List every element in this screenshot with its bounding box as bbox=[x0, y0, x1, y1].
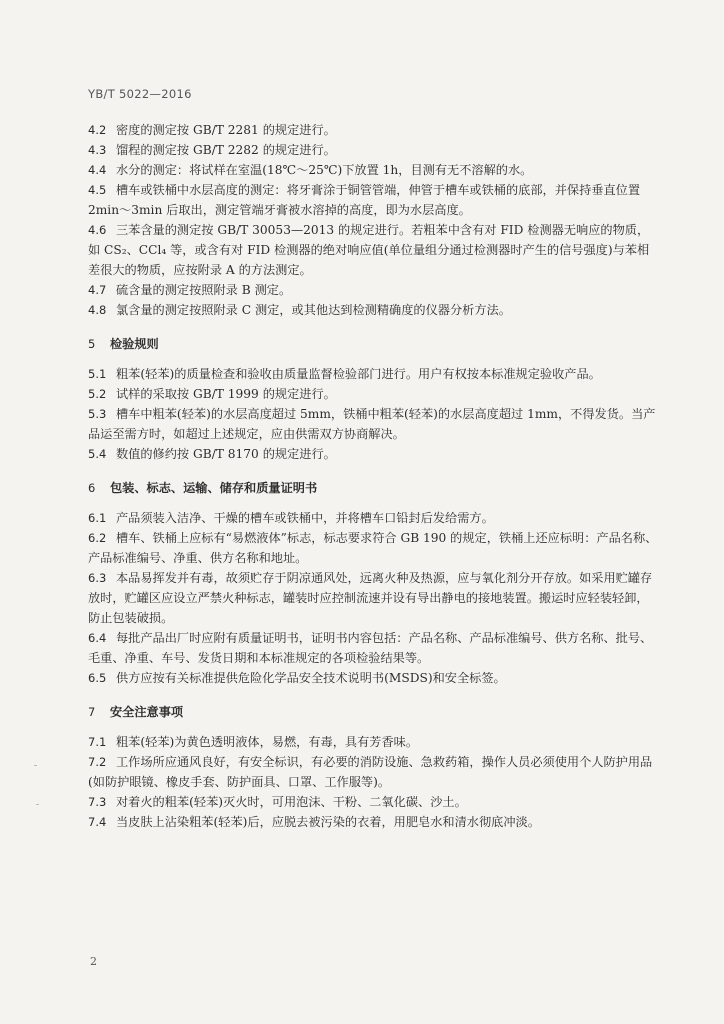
clause-number: 4.8 bbox=[88, 303, 107, 317]
clause-number: 4.6 bbox=[88, 223, 107, 237]
clause-number: 5.3 bbox=[88, 407, 107, 421]
clause-text: 产品须装入洁净、干燥的槽车或铁桶中，并将槽车口铅封后发给需方。 bbox=[116, 511, 494, 525]
clause-number: 7.3 bbox=[88, 795, 107, 809]
clause-text: 密度的测定按 GB/T 2281 的规定进行。 bbox=[116, 123, 336, 137]
scan-speck bbox=[34, 765, 37, 766]
section-number: 7 bbox=[88, 705, 96, 719]
section-6 bbox=[88, 478, 658, 688]
clause-number: 4.7 bbox=[88, 283, 107, 297]
section-title: 安全注意事项 bbox=[110, 705, 184, 719]
clause-number: 7.2 bbox=[88, 755, 107, 769]
clause-text: 数值的修约按 GB/T 8170 的规定进行。 bbox=[116, 447, 336, 461]
clause-number: 4.2 bbox=[88, 123, 107, 137]
section-heading bbox=[88, 702, 658, 722]
clause-text: 槽车、铁桶上应标有“易燃液体”标志，标志要求符合 GB 190 的规定，铁桶上还应标明：产品名称、产品标准编号、净重、供方名称和地址。 bbox=[88, 531, 658, 565]
clause bbox=[88, 120, 658, 140]
clause-number: 4.5 bbox=[88, 183, 107, 197]
clause-text: 粗苯(轻苯)的质量检查和验收由质量监督检验部门进行。用户有权按本标准规定验收产品。 bbox=[116, 367, 601, 381]
clause bbox=[88, 668, 658, 688]
clause bbox=[88, 220, 658, 280]
clause bbox=[88, 508, 658, 528]
section-heading bbox=[88, 478, 658, 498]
standard-code-header: YB/T 5022—2016 bbox=[88, 87, 192, 101]
clause-text: 三苯含量的测定按 GB/T 30053—2013 的规定进行。若粗苯中含有对 FID 检测器无响应的物质，如 CS₂、CCl₄ 等，或含有对 FID 检测器的绝对响应值(单位量组分通过检测器时产生的信号强度)与苯相差很大的物质，应按附录 A 的方法测定。 bbox=[88, 223, 650, 277]
clause bbox=[88, 160, 658, 180]
section-5 bbox=[88, 334, 658, 464]
clause-number: 6.1 bbox=[88, 511, 107, 525]
clause-number: 5.2 bbox=[88, 387, 107, 401]
scan-speck bbox=[36, 804, 39, 805]
clause bbox=[88, 792, 658, 812]
clause-text: 氯含量的测定按照附录 C 测定，或其他达到检测精确度的仪器分析方法。 bbox=[116, 303, 511, 317]
clause bbox=[88, 812, 658, 832]
clause-text: 槽车或铁桶中水层高度的测定：将牙膏涂于铜管管端，伸管于槽车或铁桶的底部，并保持垂直位置 2min～3min 后取出，测定管端牙膏被水溶掉的高度，即为水层高度。 bbox=[88, 183, 641, 217]
clause bbox=[88, 732, 658, 752]
clause bbox=[88, 528, 658, 568]
clause-text: 供方应按有关标准提供危险化学品安全技术说明书(MSDS)和安全标签。 bbox=[116, 671, 506, 685]
section-7 bbox=[88, 702, 658, 832]
section-4-continued bbox=[88, 120, 658, 320]
clause-text: 硫含量的测定按照附录 B 测定。 bbox=[116, 283, 292, 297]
clause-text: 馏程的测定按 GB/T 2282 的规定进行。 bbox=[116, 143, 336, 157]
section-number: 5 bbox=[88, 337, 96, 351]
clause-number: 7.1 bbox=[88, 735, 107, 749]
clause bbox=[88, 280, 658, 300]
clause bbox=[88, 404, 658, 444]
clause-text: 当皮肤上沾染粗苯(轻苯)后，应脱去被污染的衣着，用肥皂水和清水彻底冲淡。 bbox=[116, 815, 540, 829]
clause-number: 6.2 bbox=[88, 531, 107, 545]
clause-text: 槽车中粗苯(轻苯)的水层高度超过 5mm，铁桶中粗苯(轻苯)的水层高度超过 1mm，不得发货。当产品运至需方时，如超过上述规定，应由供需双方协商解决。 bbox=[88, 407, 656, 441]
clause-number: 5.4 bbox=[88, 447, 107, 461]
clause bbox=[88, 628, 658, 668]
clause bbox=[88, 752, 658, 792]
clause-text: 工作场所应通风良好，有安全标识，有必要的消防设施、急救药箱，操作人员必须使用个人防护用品(如防护眼镜、橡皮手套、防护面具、口罩、工作服等)。 bbox=[88, 755, 653, 789]
clause bbox=[88, 180, 658, 220]
clause-text: 水分的测定：将试样在室温(18℃～25℃)下放置 1h，目测有无不溶解的水。 bbox=[116, 163, 533, 177]
clause bbox=[88, 384, 658, 404]
clause-number: 4.3 bbox=[88, 143, 107, 157]
clause bbox=[88, 364, 658, 384]
clause-number: 7.4 bbox=[88, 815, 107, 829]
clause-text: 试样的采取按 GB/T 1999 的规定进行。 bbox=[116, 387, 336, 401]
section-heading bbox=[88, 334, 658, 354]
clause bbox=[88, 140, 658, 160]
clause-text: 对着火的粗苯(轻苯)灭火时，可用泡沫、干粉、二氧化碳、沙土。 bbox=[116, 795, 467, 809]
clause bbox=[88, 568, 658, 628]
clause-number: 6.5 bbox=[88, 671, 107, 685]
clause bbox=[88, 444, 658, 464]
clause-number: 4.4 bbox=[88, 163, 107, 177]
page-number: 2 bbox=[90, 955, 97, 968]
section-title: 检验规则 bbox=[110, 337, 159, 351]
section-title: 包装、标志、运输、储存和质量证明书 bbox=[110, 481, 318, 495]
clause-text: 每批产品出厂时应附有质量证明书，证明书内容包括：产品名称、产品标准编号、供方名称、批号、毛重、净重、车号、发货日期和本标准规定的各项检验结果等。 bbox=[88, 631, 653, 665]
clause-number: 6.4 bbox=[88, 631, 107, 645]
clause-number: 6.3 bbox=[88, 571, 107, 585]
document-body bbox=[88, 120, 658, 832]
section-number: 6 bbox=[88, 481, 96, 495]
clause-number: 5.1 bbox=[88, 367, 107, 381]
clause-text: 粗苯(轻苯)为黄色透明液体，易燃，有毒，具有芳香味。 bbox=[116, 735, 419, 749]
clause-text: 本品易挥发并有毒，故须贮存于阴凉通风处，远离火种及热源，应与氧化剂分开存放。如采用贮罐存放时，贮罐区应设立严禁火种标志，罐装时应控制流速并设有导出静电的接地装置。搬运时应轻装轻卸，防止包装破损。 bbox=[88, 571, 653, 625]
clause bbox=[88, 300, 658, 320]
